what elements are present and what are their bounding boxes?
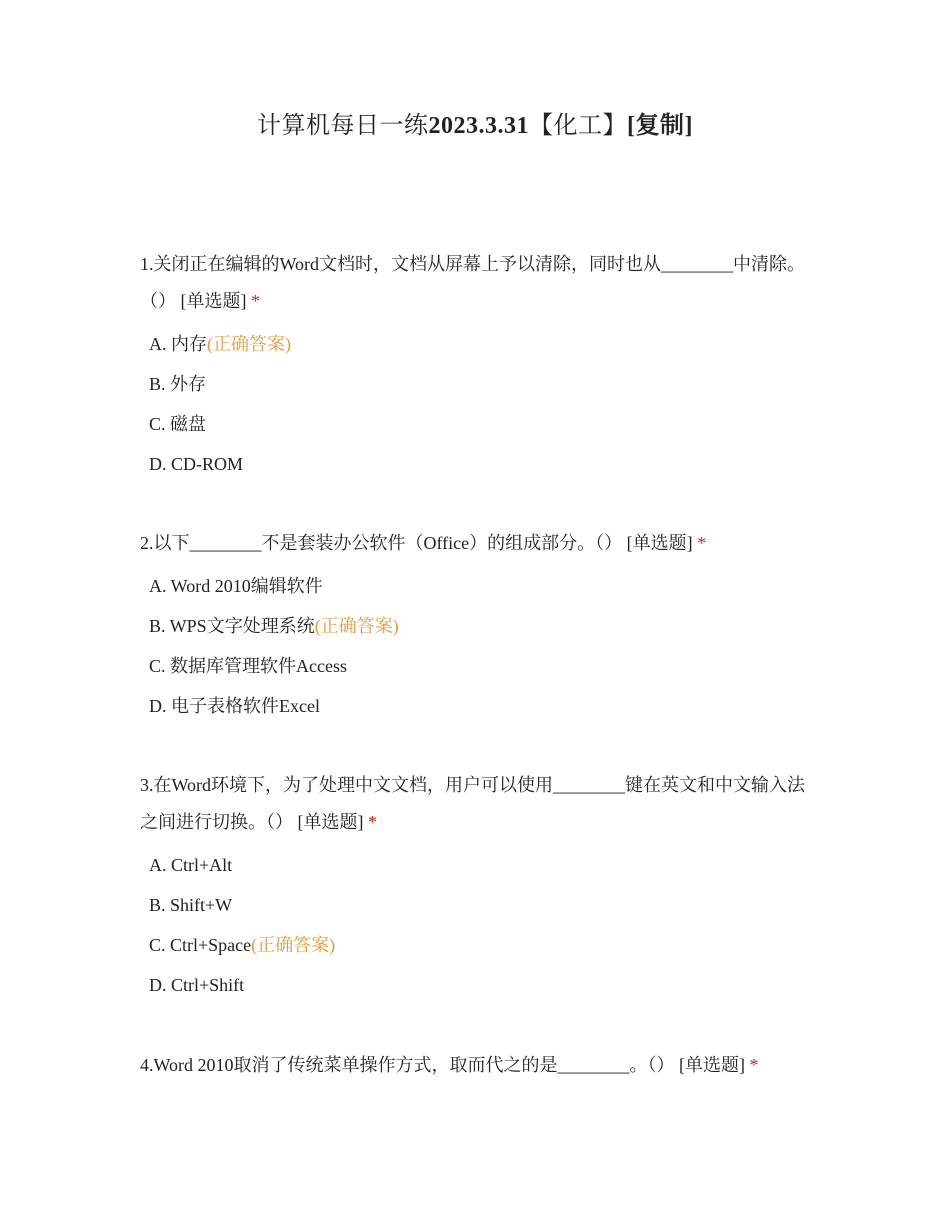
option-label: D. Ctrl+Shift: [149, 975, 245, 995]
option-label: A. 内存: [149, 334, 207, 354]
option-label: B. 外存: [149, 374, 207, 394]
option-b: [149, 606, 815, 646]
question-1-type: [单选题]: [180, 291, 247, 311]
option-label: C. 数据库管理软件Access: [149, 656, 347, 676]
title-category: 【化工】: [529, 113, 627, 139]
question-3-text: [140, 767, 815, 841]
question-3: [140, 767, 815, 1005]
required-marker: *: [251, 291, 260, 311]
question-4-stem: 4.Word 2010取消了传统菜单操作方式，取而代之的是________。（）: [140, 1055, 675, 1075]
option-d: [149, 965, 815, 1005]
correct-answer-tag: (正确答案): [314, 616, 399, 636]
option-b: [149, 364, 815, 404]
title-suffix: [复制]: [627, 113, 693, 139]
option-a: [149, 845, 815, 885]
question-3-stem: 3.在Word环境下，为了处理中文文档，用户可以使用________键在英文和中文输入法之间进行切换。（）: [140, 775, 806, 832]
option-a: [149, 566, 815, 606]
option-label: C. 磁盘: [149, 414, 207, 434]
question-3-type: [单选题]: [297, 812, 364, 832]
correct-answer-tag: (正确答案): [251, 935, 336, 955]
option-d: [149, 444, 815, 484]
required-marker: *: [749, 1055, 759, 1075]
option-label: D. 电子表格软件Excel: [149, 696, 320, 716]
question-4: [140, 1047, 815, 1084]
question-4-type: [单选题]: [679, 1055, 746, 1075]
option-d: [149, 686, 815, 726]
question-1-text: [140, 246, 815, 320]
option-a: [149, 324, 815, 364]
option-label: A. Ctrl+Alt: [149, 855, 233, 875]
option-label: B. Shift+W: [149, 895, 233, 915]
question-1-options: [149, 324, 815, 484]
question-4-text: [140, 1047, 815, 1084]
question-1-stem: 1.关闭正在编辑的Word文档时，文档从屏幕上予以清除，同时也从________中清除。（）: [140, 254, 806, 311]
option-b: [149, 885, 815, 925]
question-3-options: [149, 845, 815, 1005]
question-2-stem: 2.以下________不是套装办公软件（Office）的组成部分。（）: [140, 533, 623, 553]
option-label: D. CD-ROM: [149, 454, 244, 474]
option-c: [149, 925, 815, 965]
title-date: 2023.3.31: [428, 113, 529, 139]
question-1: [140, 246, 815, 484]
option-c: [149, 646, 815, 686]
option-label: C. Ctrl+Space: [149, 935, 252, 955]
question-2-options: [149, 566, 815, 726]
question-2: [140, 525, 815, 726]
title-prefix: 计算机每日一练: [257, 113, 429, 139]
required-marker: *: [368, 812, 377, 832]
option-c: [149, 404, 815, 444]
question-2-type: [单选题]: [626, 533, 693, 553]
option-label: A. Word 2010编辑软件: [149, 576, 323, 596]
correct-answer-tag: (正确答案): [207, 334, 291, 354]
page-title: [0, 108, 950, 144]
required-marker: *: [697, 533, 707, 553]
question-2-text: [140, 525, 815, 562]
option-label: B. WPS文字处理系统: [149, 616, 315, 636]
